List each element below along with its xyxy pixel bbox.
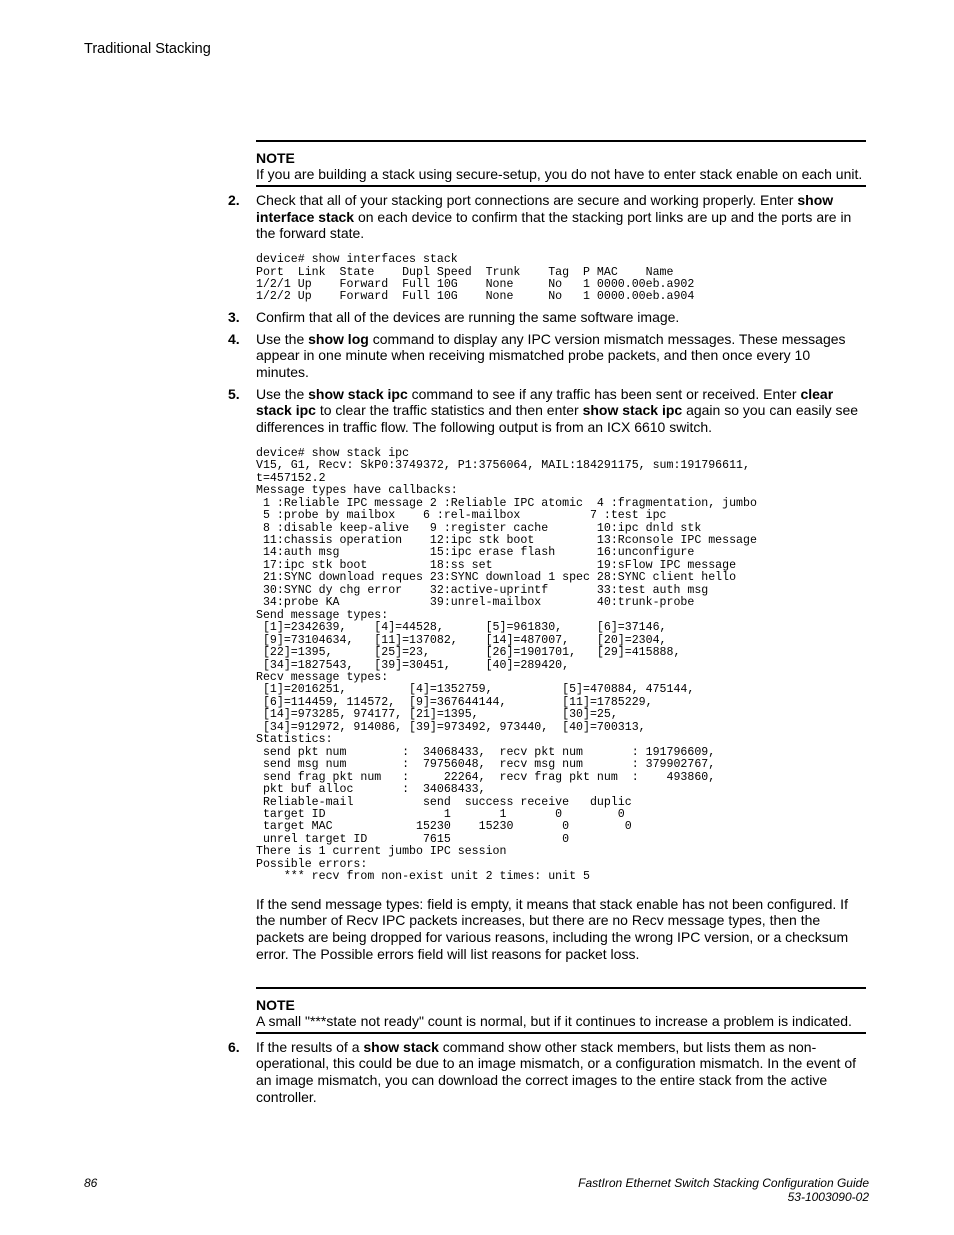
note-box [256,140,866,187]
running-header: Traditional Stacking [84,41,211,57]
note-text: If you are building a stack using secure-setup, you do not have to enter stack enable on each unit. [256,166,863,182]
page-number: 86 [84,1176,98,1190]
step-2 [228,192,866,242]
step-4 [228,330,866,381]
note-title: NOTE [256,150,295,166]
doc-number: 53-1003090-02 [787,1190,869,1204]
step-6 [228,1038,866,1106]
step-number: 4. [228,330,240,347]
note-text: A small "***state not ready" count is normal, but if it continues to increase a problem is indicated. [256,1012,852,1029]
step-number: 5. [228,385,240,402]
step-number: 6. [228,1038,240,1055]
step-text: Use the show log command to display any IPC version mismatch messages. These messages appear in one minute when receiving mismatched probe packets, and then once every 10 minutes. [256,330,846,381]
explanation-paragraph: If the send message types: field is empty, it means that stack enable has not been configured. If the number of Recv IPC packets increases, but there are no Recv message types, then the packets are being dropped for various reasons, including the wrong IPC version, or a checksum error. The Possible errors field will list reasons for packet loss. [256,895,849,962]
step-3 [228,308,866,326]
doc-title: FastIron Ethernet Switch Stacking Configuration Guide [578,1176,869,1190]
note-title: NOTE [256,996,295,1013]
code-block-interfaces-stack: device# show interfaces stack Port Link State Dupl Speed Trunk Tag P MAC Name 1/2/1 Up Forward Full 10G None No 1 0000.00eb.a902 1/2/2 Up Forward Full 10G None No 1 0000.00eb.a904 [256,253,695,304]
footer-doc-info [578,1176,869,1204]
step-text: If the results of a show stack command show other stack members, but lists them as non-operational, this could be due to an image mismatch, or a configuration mismatch. In the event of an image mismatch, you can download the correct images to the entire stack from the active controller. [256,1038,856,1105]
step-text: Check that all of your stacking port connections are secure and working properly. Enter show interface stack on each device to confirm that the stacking port links are up and the ports are in the forward state. [256,192,852,242]
step-text: Confirm that all of the devices are running the same software image. [256,308,680,325]
step-5 [228,385,866,436]
code-block-stack-ipc: device# show stack ipc V15, G1, Recv: SkP0:3749372, P1:3756064, MAIL:184291175, sum:191796611, t=457152.2 Message types have callbacks: 1 :Reliable IPC message 2 :Reliable IPC atomic 4 :fragmentation, jumbo 5 :probe by mailbox 6 :rel-mailbox 7 :test ipc 8 :disable keep-alive 9 :register cache 10:ipc dnld stk 11:chassis operation 12:ipc stk boot 13:Rconsole IPC message 14:auth msg 15:ipc erase flash 16:unconfigure 17:ipc stk boot 18:ss set 19:sFlow IPC message 21:SYNC download reques 23:SYNC download 1 spec 28:SYNC client hello 30:SYNC dy chg error 32:active-uprintf 33:test auth msg 34:probe KA 39:unrel-mailbox 40:trunk-probe Send message types: [1]=2342639, [4]=44528, [5]=961830, [6]=37146, [9]=73104634, [11]=137082, [14]=487007, [20]=2304, [22]=1395, [25]=23, [26]=1901701, [29]=415888, [34]=1827543, [39]=30451, [40]=289420, Recv message types: [1]=2016251, [4]=1352759, [5]=470884, 475144, [6]=114459, 114572, [9]=367644144, [11]=1785229, [14]=973285, 974177, [21]=1395, [30]=25, [34]=912972, 914086, [39]=973492, 973440, [40]=700313, Statistics: send pkt num : 34068433, recv pkt num : 191796609, send msg num : 79756048, recv msg num : 379902767, send frag pkt num : 22264, recv frag pkt num : 493860, pkt buf alloc : 34068433, Reliable-mail send success receive duplic target ID 1 1 0 0 target MAC 15230 15230 0 0 unrel target ID 7615 0 There is 1 current jumbo IPC session Possible errors: *** recv from non-exist unit 2 times: unit 5 [256,446,757,884]
page-body [228,140,866,1105]
step-number: 2. [228,192,240,208]
note-box [256,987,866,1034]
step-text: Use the show stack ipc command to see if any traffic has been sent or received. Enter clear stack ipc to clear the traffic statistics and then enter show stack ipc again so you can easily see differences in traffic flow. The following output is from an ICX 6610 switch. [256,385,859,436]
step-number: 3. [228,308,240,325]
